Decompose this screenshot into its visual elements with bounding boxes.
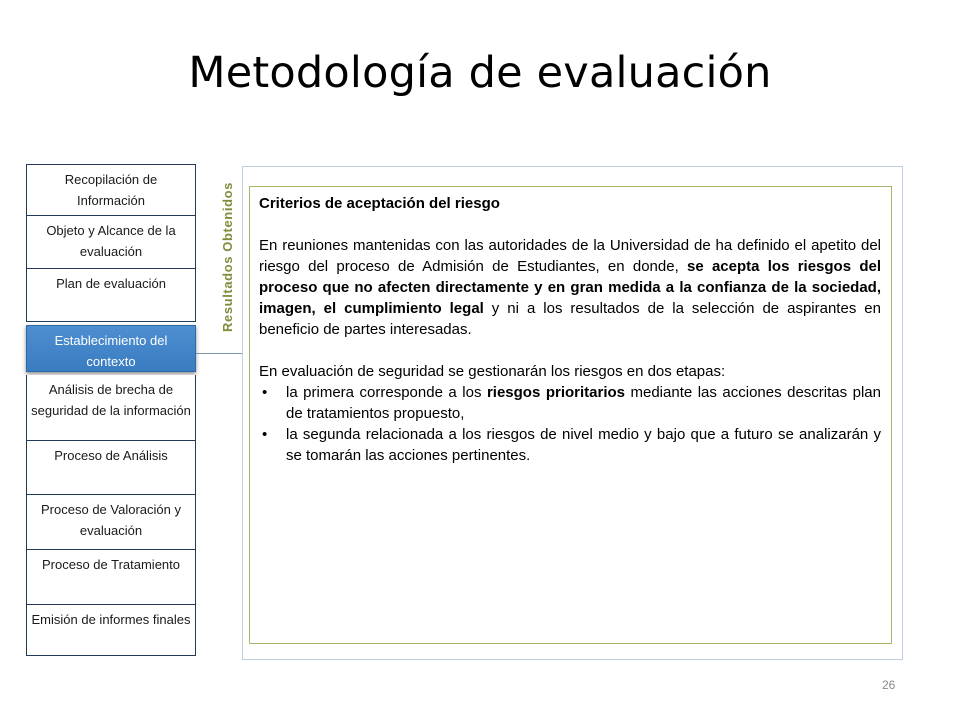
b1-text-a: la primera corresponde a los	[286, 384, 487, 401]
content-paragraph-1	[259, 235, 881, 340]
stages-list	[259, 382, 881, 466]
resultados-obtenidos-label: Resultados Obtenidos	[220, 182, 235, 332]
step-recopilacion[interactable]: Recopilación de Información	[26, 164, 196, 216]
p1-text-a: En reuniones mantenidas con las autoridades de la Universidad de ha definido el apetito del riesgo del proceso de Admisión de Estudiantes, en donde,	[259, 237, 881, 275]
results-content	[249, 186, 892, 644]
b2-text: la segunda relacionada a los riesgos de nivel medio y bajo que a futuro se analizarán y se tomarán las acciones pertinentes.	[286, 426, 881, 464]
methodology-steps	[26, 164, 196, 656]
step-proceso-analisis[interactable]: Proceso de Análisis	[26, 441, 196, 495]
b1-text-bold: riesgos prioritarios	[486, 384, 625, 401]
step-plan-evaluacion[interactable]: Plan de evaluación	[26, 269, 196, 322]
step-analisis-brecha[interactable]: Análisis de brecha de seguridad de la información	[26, 375, 196, 441]
content-heading: Criterios de aceptación del riesgo	[259, 195, 500, 212]
bullet-icon: •	[262, 384, 268, 401]
b1-text-b: mediante las acciones descritas plan de tratamientos propuesto,	[286, 384, 881, 422]
p1-text-bold: se acepta los riesgos del proceso que no afecten directamente y en gran medida a la confianza de la sociedad, imagen, el cumplimiento legal	[259, 258, 881, 317]
page-number: 26	[882, 678, 896, 692]
list-item	[259, 382, 881, 424]
step-emision-informes[interactable]: Emisión de informes finales	[26, 605, 196, 656]
bullet-icon: •	[262, 426, 268, 443]
list-item	[259, 424, 881, 466]
step-objeto-alcance[interactable]: Objeto y Alcance de la evaluación	[26, 216, 196, 269]
step-connector-line	[196, 353, 242, 354]
step-establecimiento-contexto[interactable]: Establecimiento del contexto	[26, 325, 196, 372]
slide-title: Metodología de evaluación	[188, 48, 772, 98]
step-proceso-valoracion[interactable]: Proceso de Valoración y evaluación	[26, 495, 196, 550]
content-paragraph-2: En evaluación de seguridad se gestionarán los riesgos en dos etapas:	[259, 363, 726, 380]
p1-text-b: y ni a los resultados de la selección de aspirantes en beneficio de partes interesadas.	[259, 300, 881, 338]
step-proceso-tratamiento[interactable]: Proceso de Tratamiento	[26, 550, 196, 605]
